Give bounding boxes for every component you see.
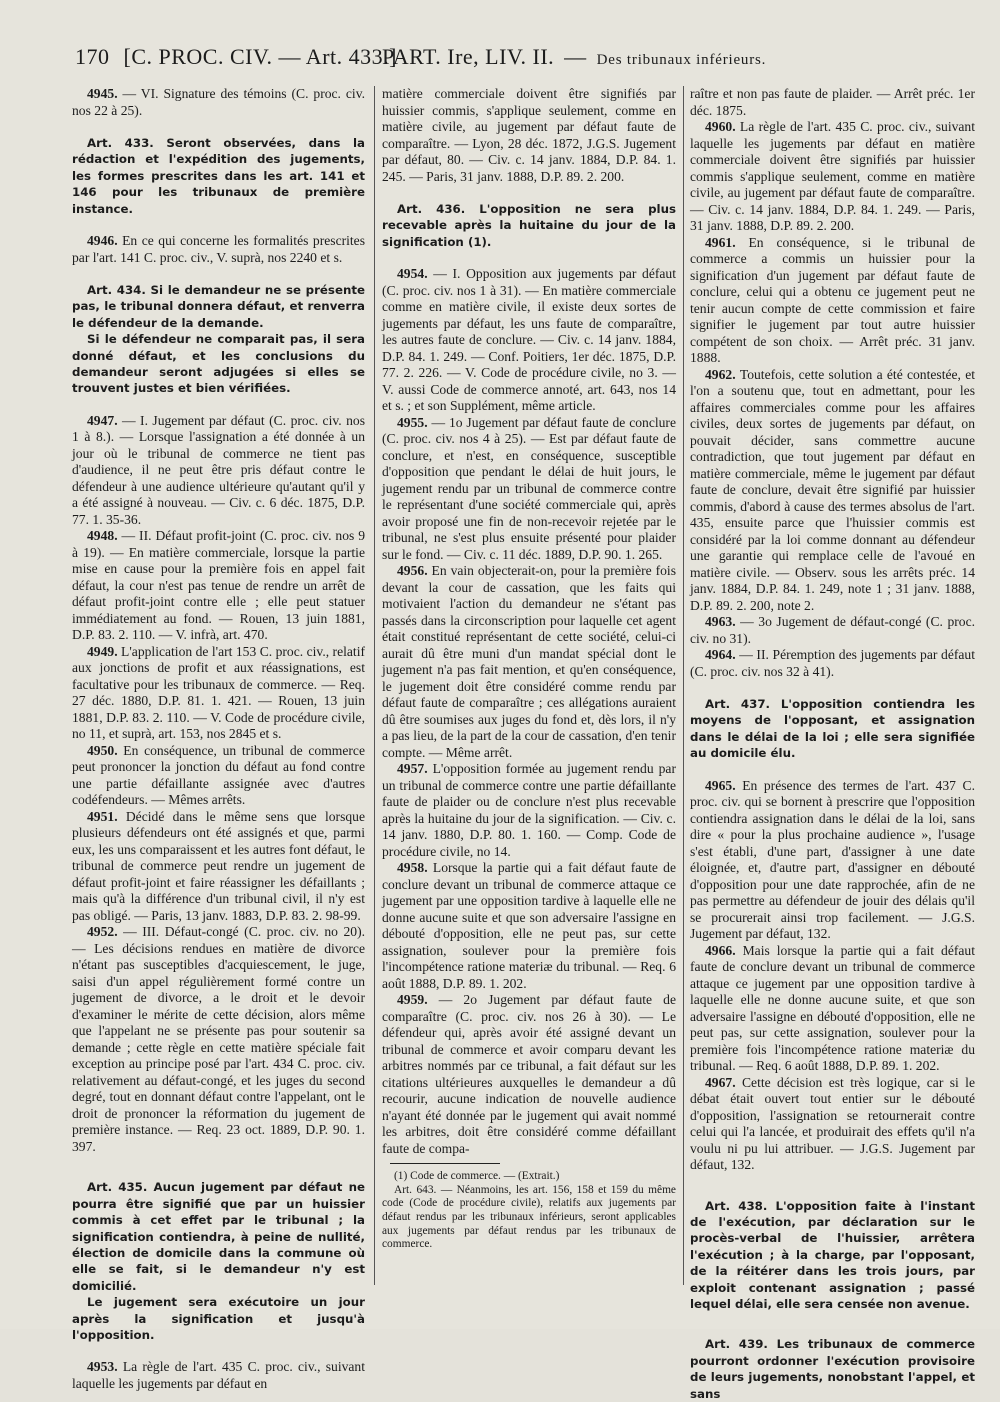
article-text: Art. 439. Les tribunaux de commerce pourront ordonner l'exécution provisoire de leurs jugements, nonobstant l'appel, et sans <box>690 1337 975 1401</box>
paragraph-number: 4955. <box>397 414 432 430</box>
paragraph-number: 4946. <box>87 233 123 249</box>
annotation-paragraph <box>72 233 365 266</box>
annotation-paragraph <box>690 367 975 615</box>
annotation-paragraph <box>72 809 365 925</box>
annotation-paragraph <box>72 86 365 119</box>
paragraph-number: 4947. <box>87 412 123 428</box>
annotation-paragraph <box>72 1359 365 1392</box>
paragraph-number: 4963. <box>705 614 741 629</box>
footnote-text: (1) Code de commerce. — (Extrait.) <box>394 1170 560 1183</box>
paragraph-text: — II. Péremption des jugements par défaut (C. proc. civ. nos 32 à 41). <box>690 647 975 679</box>
annotation-paragraph <box>382 563 676 761</box>
paragraph-number: 4952. <box>87 924 124 940</box>
annotation-paragraph <box>382 860 676 992</box>
article-text: Si le défendeur ne comparait pas, il sera donné défaut, et les conclusions du demandeur seront adjugées si elles se trouvent justes et bien vérifiées. <box>72 332 365 396</box>
paragraph-text: Cette décision est très logique, car si le débat était ouvert tout entier sur le débouté d'opposition, l'assignation se retournerait contre celui qui l'a lancée, et produirait des effets qu'il n'a voulu ni pu lui attribuer. — J.G.S. Jugement par défaut, 132. <box>690 1074 975 1173</box>
article-text: Art. 434. Si le demandeur ne se présente pas, le tribunal donnera défaut, et renverra le défendeur de la demande. <box>72 283 365 330</box>
footnote-rule <box>390 1163 500 1164</box>
paragraph-text: Lorsque la partie qui a fait défaut faute de conclure devant un tribunal de commerce attaque ce jugement par une opposition tardive à laquelle elle ne donne aucune suite et que son adversaire l'assigne en débouté d'opposition, elle ne peut pas, sur cette assignation, soulever pour la première fois l'incompétence ratione materiæ du tribunal. — Req. 6 août 1888, D.P. 89. 1. 202. <box>382 860 677 991</box>
article-text: Art. 437. L'opposition contiendra les moyens de l'opposant, et assignation dans le délai de la loi ; elle sera signifiée au domicile élu. <box>690 697 975 761</box>
spacer <box>690 762 975 778</box>
spacer <box>72 397 365 413</box>
paragraph-text: — III. Défaut-congé (C. proc. civ. no 20). — Les décisions rendues en matière de divorce n'étant pas susceptibles d'acquiescement, le juge, saisi d'un appel régulièrement formé contre un jugement de divorce, a le droit et le devoir d'examiner le mérite de cette décision, alors même que l'appelant ne se présente pas pour soutenir sa demande ; cette règle en cette matière spéciale fait exception au principe posé par l'art. 434 C. proc. civ. relativement au défaut-congé, et les juges du second degré, tout en donnant défaut contre l'appelant, ont le droit de prononcer la réformation du jugement de première instance. — Req. 23 oct. 1889, D.P. 90. 1. 397. <box>72 924 365 1154</box>
annotation-paragraph <box>690 943 975 1075</box>
header-dash: — <box>564 44 587 69</box>
paragraph-number: 4948. <box>87 528 122 544</box>
paragraph-text: En ce qui concerne les formalités prescrites par l'art. 141 C. proc. civ., V. suprà, nos 2240 et s. <box>72 233 366 265</box>
column-divider <box>683 86 684 1285</box>
annotation-paragraph <box>72 743 365 809</box>
paragraph-number: 4964. <box>705 647 740 662</box>
spacer <box>690 1174 975 1198</box>
annotation-paragraph <box>382 86 676 185</box>
paragraph-text: En conséquence, un tribunal de commerce peut prononcer la jonction du défaut au fond contre une partie défaillante assignée avec d'autres codéfendeurs. — Mêmes arrêts. <box>72 742 365 808</box>
spacer <box>72 266 365 282</box>
text-column-middle <box>382 86 676 1299</box>
running-header-left <box>75 44 397 76</box>
paragraph-text: La règle de l'art. 435 C. proc. civ., suivant laquelle les jugements par défaut en matière commerciale doivent être signifiés par huissier commis s'applique seulement, comme en matière civile, au jugement par défaut faute de comparaître. — Civ. c. 14 janv. 1884, D.P. 84. 1. 249. — Paris, 31 janv. 1888, D.P. 89. 2. 200. <box>690 119 976 233</box>
paragraph-number: 4953. <box>87 1359 123 1375</box>
paragraph-number: 4960. <box>705 119 740 134</box>
page-number: 170 <box>75 44 110 69</box>
paragraph-text: En présence des termes de l'art. 437 C. proc. civ. qui se bornent à prescrire que l'opposition contiendra assignation dans le délai de la loi, sans dire « pour la plus prochaine audience », l'usage s'est établi, d'une part, d'assigner à une date éloignée, et, d'autre part, d'assigner en débouté d'opposition pour une date rapprochée, afin de ne pas permettre au défendeur de jouir des délais qu'il se procurerait ainsi trop facilement. — J.G.S. Jugement par défaut, 132. <box>690 777 975 942</box>
annotation-paragraph <box>382 266 676 415</box>
spacer <box>72 119 365 135</box>
paragraph-text: Décidé dans le même sens que lorsque plusieurs défendeurs ont été assignés et que, parmi eux, les uns comparaissent et les autres font défaut, le tribunal de commerce peut rendre un jugement de défaut profit-joint et faire réassigner les défaillants ; mais qu'à la différence d'un tribunal civil, il n'y est pas obligé. — Paris, 13 janv. 1883, D.P. 83. 2. 98-99. <box>72 808 365 923</box>
annotation-paragraph <box>382 415 676 564</box>
header-section-title: Des tribunaux inférieurs. <box>596 52 767 68</box>
article-text: Art. 438. L'opposition faite à l'instant de l'exécution, par déclaration sur le procès-verbal de l'huissier, arrêtera l'exécution ; à la charge, par l'opposant, de la réitérer dans les trois jours, par exploit contenant assignation ; passé lequel délai, elle sera censée non avenue. <box>690 1198 975 1312</box>
paragraph-text: L'opposition formée au jugement rendu par un tribunal de commerce contre une partie défaillante faute de plaider ou de conclure n'est plus recevable après la huitaine du jour de la signification. — Civ. c. 14 janv. 1880, D.P. 80. 1. 160. — Comp. Code de procédure civile, no 14. <box>382 761 676 859</box>
footnote-text: Art. 643. — Néanmoins, les art. 156, 158 et 159 du même code (Code de procédure civile), relatifs aux jugements par défaut rendus par les tribunaux inférieurs, seront applicables aux jugements par défaut rendus par les tribunaux de commerce. <box>382 1183 676 1251</box>
article-text: Art. 435. Aucun jugement par défaut ne pourra être signifié que par un huissier commis à cet effet par le tribunal ; la signification contiendra, à peine de nullité, élection de domicile dans la commune où elle se fait, si le demandeur n'y est domicilié. <box>72 1180 365 1293</box>
paragraph-number: 4954. <box>397 266 434 282</box>
paragraph-text: — VI. Signature des témoins (C. proc. civ. nos 22 à 25). <box>72 86 366 118</box>
spacer <box>690 1312 975 1336</box>
annotation-paragraph <box>690 235 975 367</box>
paragraph-number: 4965. <box>705 777 743 793</box>
article-text: Le jugement sera exécutoire un jour après la signification et jusqu'à l'opposition. <box>72 1295 365 1343</box>
paragraph-number: 4967. <box>705 1074 742 1090</box>
paragraph-number: 4957. <box>397 761 433 777</box>
paragraph-text: Toutefois, cette solution a été contestée, et l'on a soutenu que, tout en admettant, pour les affaires commerciales comme pour les affaires civiles, deux sortes de jugements par défaut, on pouvait décider, sans commettre aucune contradiction, que tout jugement par défaut en matière commerciale, même le jugement par défaut faute de conclure, devait être signifié par huissier commis, d'abord à cause des termes absolus de l'art. 435, ensuite parce que l'huissier commis est considéré par la loi comme donnant au défendeur une garantie qui remplace celle de l'avoué en matière civile. — Observ. sous les arrêts préc. 14 janv. 1884, D.P. 84. 1. 249, note 1 ; 31 janv. 1888, D.P. 89. 2. 200, note 2. <box>690 366 976 613</box>
annotation-paragraph <box>690 647 975 680</box>
article-text: Art. 436. L'opposition ne sera plus recevable après la huitaine du jour de la signification (1). <box>382 202 676 249</box>
spacer <box>382 185 676 201</box>
paragraph-text: En conséquence, si le tribunal de commerce a commis un huissier pour la signification d'un jugement par défaut faute de conclure, celui qui a obtenu ce jugement peut ne tenir aucun compte de cette commission et faire signifier le jugement par tout autre huissier compétent de son choix. — Arrêt préc. 31 janv. 1888. <box>690 234 975 365</box>
paragraph-number: 4949. <box>87 643 122 659</box>
paragraph-number: 4956. <box>397 563 432 579</box>
text-column-left <box>72 86 366 1391</box>
paragraph-number: 4962. <box>705 366 740 382</box>
article-text: Art. 433. Seront observées, dans la rédaction et l'expédition des jugements, les formes prescrites dans les art. 141 et 146 pour les tribunaux de première instance. <box>72 136 365 216</box>
paragraph-text: — 3o Jugement de défaut-congé (C. proc. civ. no 31). <box>690 614 975 646</box>
paragraph-number: 4958. <box>397 860 433 876</box>
annotation-paragraph <box>72 528 365 644</box>
paragraph-number: 4951. <box>87 808 126 824</box>
paragraph-number: 4959. <box>397 992 439 1008</box>
spacer <box>382 250 676 266</box>
spacer <box>690 680 975 696</box>
paragraph-text: L'application de l'art 153 C. proc. civ., relatif aux jonctions de profit et aux réassignations, est facultative pour les tribunaux de commerce. — Req. 27 déc. 1880, D.P. 81. 1. 421. — Rouen, 13 juin 1881, D.P. 83. 2. 110. — V. Code de procédure civile, no 11, et suprà, art. 153, nos 2845 et s. <box>72 643 366 742</box>
annotation-paragraph <box>72 644 365 743</box>
paragraph-text: — 1o Jugement par défaut faute de conclure (C. proc. civ. nos 4 à 25). — Est par défaut faute de conclure, et n'est, en conséquence, susceptible d'opposition que pendant le délai de huit jours, le jugement rendu par un tribunal de commerce contre le représentant d'une société commerciale qui, après avoir proposé une fin de non-recevoir rejetée par le tribunal, ne s'est plus ensuite présenté pour plaider sur le fond. — Civ. c. 11 déc. 1889, D.P. 90. 1. 265. <box>382 414 676 562</box>
header-section-ref: [C. PROC. CIV. — Art. 433.] <box>123 44 397 69</box>
annotation-paragraph <box>690 1075 975 1174</box>
paragraph-text: En vain objecterait-on, pour la première fois devant la cour de cassation, que les faits qui motivaient l'action du demandeur ne s'étant pas passés dans la circonscription pour laquelle cet agent était constitué représentant de cette société, celui-ci aurait dû être muni d'un mandat spécial dont le jugement n'a pas fait mention, et qu'en conséquence, le jugement doit être considéré comme rendu par défaut faute de comparaître ; ces allégations auraient dû être soumises aux juges du fond et, dès lors, il n'y a pas lieu, de la part de la cour de cassation, d'en tenir compte. — Même arrêt. <box>382 563 676 760</box>
annotation-paragraph <box>72 924 365 1155</box>
spacer <box>72 1343 365 1359</box>
annotation-paragraph <box>690 614 975 647</box>
paragraph-text: — II. Défaut profit-joint (C. proc. civ. nos 9 à 19). — En matière commerciale, lorsque la partie mise en cause pour la première fois en appel fait défaut, la cour n'est pas tenue de rendre un arrêt de défaut profit-joint contre elle ; elle peut statuer immédiatement au fond. — Rouen, 13 juin 1881, D.P. 83. 2. 110. — V. infrà, art. 470. <box>72 528 366 643</box>
paragraph-text: raître et non pas faute de plaider. — Arrêt préc. 1er déc. 1875. <box>690 86 975 118</box>
paragraph-number: 4966. <box>705 942 743 958</box>
annotation-paragraph <box>382 761 676 860</box>
column-divider <box>374 86 375 1285</box>
paragraph-number: 4950. <box>87 742 124 758</box>
paragraph-text: Mais lorsque la partie qui a fait défaut faute de conclure devant un tribunal de commerce attaque ce jugement par une opposition tardive à laquelle elle ne donne aucune suite, et que son adversaire l'assigne en débouté d'opposition, elle ne peut pas, sur cette assignation, soulever pour la première fois l'incompétence ratione materiæ du tribunal. — Req. 6 août 1888, D.P. 89. 1. 202. <box>690 942 976 1074</box>
spacer <box>72 217 365 233</box>
annotation-paragraph <box>382 992 676 1157</box>
paragraph-number: 4961. <box>705 234 749 250</box>
annotation-paragraph <box>72 413 365 529</box>
paragraph-text: La règle de l'art. 435 C. proc. civ., suivant laquelle les jugements par défaut en <box>72 1359 366 1391</box>
annotation-paragraph <box>690 86 975 119</box>
annotation-paragraph <box>690 119 975 235</box>
running-header-right <box>382 44 982 76</box>
paragraph-text: matière commerciale doivent être signifiés par huissier commis, s'applique seulement, comme en matière civile, au jugement par défaut faute de comparaître. — Lyon, 28 déc. 1872, J.G.S. Jugement par défaut, 80. — Civ. c. 14 janv. 1884, D.P. 84. 1. 245. — Paris, 31 janv. 1888, D.P. 89. 2. 200. <box>382 86 676 184</box>
paragraph-text: — 2o Jugement par défaut faute de comparaître (C. proc. civ. nos 26 à 30). — Le défendeur qui, après avoir été assigné devant un tribunal de commerce et avoir comparu devant les arbitres nommés par ce tribunal, a fait défaut sur les citations ultérieures auxquelles le demandeur a dû recourir, aucune indication de nouvelle audience n'ayant été donnée par le jugement qui avait nommé les arbitres, doit être considéré comme défaillant faute de compa- <box>382 992 676 1156</box>
header-part: PART. Ire, LIV. II. <box>382 44 555 69</box>
spacer <box>72 1155 365 1179</box>
paragraph-number: 4945. <box>87 86 123 101</box>
text-column-right <box>690 86 976 1401</box>
paragraph-text: — I. Opposition aux jugements par défaut (C. proc. civ. nos 1 à 31). — En matière commerciale comme en matière civile, il existe deux sortes de jugements par défaut, les uns faute de comparaître, les autres faute de conclure. — Civ. c. 14 janv. 1884, D.P. 84. 1. 249. — Conf. Poitiers, 1er déc. 1875, D.P. 77. 2. 226. — V. Code de procédure civile, no 3. — V. aussi Code de commerce annoté, art. 643, nos 14 et s. ; et son Supplément, même article. <box>382 266 676 414</box>
annotation-paragraph <box>690 778 975 943</box>
paragraph-text: — I. Jugement par défaut (C. proc. civ. nos 1 à 8.). — Lorsque l'assignation a été donnée à un jour où le tribunal de commerce ne tient pas d'audience, il ne peut être pris défaut contre le défendeur à une audience ultérieure qu'autant qu'il y a été assigné à nouveau. — Civ. c. 6 déc. 1875, D.P. 77. 1. 35-36. <box>72 412 366 527</box>
